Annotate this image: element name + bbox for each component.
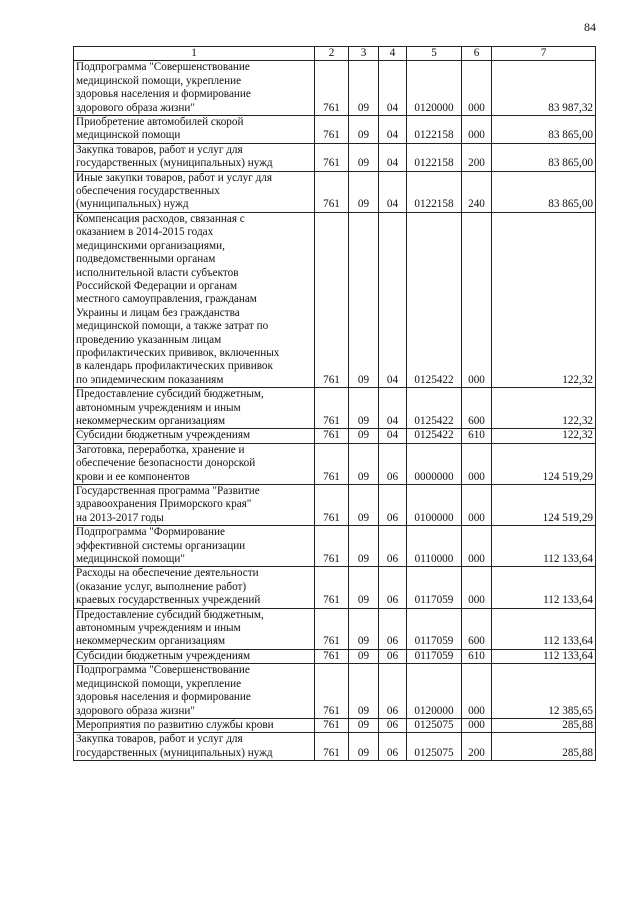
- row-section-code: 09: [349, 429, 379, 443]
- header-col-1: 1: [74, 47, 315, 61]
- table-row: [74, 664, 596, 719]
- row-name: Подпрограмма "Совершенствование медицинской помощи, укрепление здоровья населения и формирование здорового образа жизни": [74, 61, 315, 116]
- row-subsection-code: 06: [379, 664, 407, 719]
- row-target-code: 0120000: [407, 61, 462, 116]
- row-ministry-code: 761: [315, 388, 349, 429]
- row-expense-type-code: 600: [462, 608, 492, 649]
- row-amount: 124 519,29: [492, 443, 596, 484]
- row-section-code: 09: [349, 443, 379, 484]
- row-ministry-code: 761: [315, 143, 349, 171]
- table-row: [74, 116, 596, 144]
- row-target-code: 0125422: [407, 212, 462, 387]
- row-subsection-code: 04: [379, 61, 407, 116]
- row-amount: 83 987,32: [492, 61, 596, 116]
- header-col-3: 3: [349, 47, 379, 61]
- row-expense-type-code: 000: [462, 61, 492, 116]
- row-name: Предоставление субсидий бюджетным, автономным учреждениям и иным некоммерческим организациям: [74, 608, 315, 649]
- row-expense-type-code: 000: [462, 212, 492, 387]
- row-amount: 122,32: [492, 429, 596, 443]
- row-name: Компенсация расходов, связанная с оказанием в 2014-2015 годах медицинскими организациями, подведомственными органам исполнительной власти субъектов Российской Федерации и органам местного самоуправления, гражданам Украины и лицам без гражданства медицинской помощи, а также затрат по проведению указанным лицам профилактических прививок, включенных в календарь профилактических прививок по эпидемическим показаниям: [74, 212, 315, 387]
- header-col-5: 5: [407, 47, 462, 61]
- row-name: Мероприятия по развитию службы крови: [74, 718, 315, 732]
- row-ministry-code: 761: [315, 116, 349, 144]
- row-ministry-code: 761: [315, 608, 349, 649]
- row-name: Закупка товаров, работ и услуг для государственных (муниципальных) нужд: [74, 143, 315, 171]
- row-ministry-code: 761: [315, 567, 349, 608]
- row-subsection-code: 04: [379, 143, 407, 171]
- row-subsection-code: 04: [379, 212, 407, 387]
- row-subsection-code: 04: [379, 116, 407, 144]
- row-section-code: 09: [349, 212, 379, 387]
- row-name: Расходы на обеспечение деятельности (оказание услуг, выполнение работ) краевых государственных учреждений: [74, 567, 315, 608]
- table-row: [74, 649, 596, 663]
- row-section-code: 09: [349, 649, 379, 663]
- row-expense-type-code: 610: [462, 429, 492, 443]
- row-target-code: 0125075: [407, 718, 462, 732]
- row-amount: 124 519,29: [492, 485, 596, 526]
- table-row: [74, 143, 596, 171]
- row-section-code: 09: [349, 485, 379, 526]
- row-target-code: 0117059: [407, 608, 462, 649]
- row-section-code: 09: [349, 664, 379, 719]
- row-name: Предоставление субсидий бюджетным, автономным учреждениям и иным некоммерческим организациям: [74, 388, 315, 429]
- row-target-code: 0117059: [407, 567, 462, 608]
- table-row: [74, 171, 596, 212]
- row-name: Подпрограмма "Формирование эффективной системы организации медицинской помощи": [74, 526, 315, 567]
- header-col-2: 2: [315, 47, 349, 61]
- row-target-code: 0110000: [407, 526, 462, 567]
- table-row: [74, 608, 596, 649]
- row-subsection-code: 06: [379, 718, 407, 732]
- row-expense-type-code: 000: [462, 567, 492, 608]
- row-target-code: 0000000: [407, 443, 462, 484]
- row-ministry-code: 761: [315, 443, 349, 484]
- row-name: Заготовка, переработка, хранение и обеспечение безопасности донорской крови и ее компонентов: [74, 443, 315, 484]
- row-expense-type-code: 000: [462, 718, 492, 732]
- row-ministry-code: 761: [315, 429, 349, 443]
- row-expense-type-code: 000: [462, 116, 492, 144]
- row-amount: 112 133,64: [492, 567, 596, 608]
- row-subsection-code: 04: [379, 171, 407, 212]
- row-amount: 285,88: [492, 718, 596, 732]
- row-section-code: 09: [349, 171, 379, 212]
- row-expense-type-code: 600: [462, 388, 492, 429]
- row-name: Закупка товаров, работ и услуг для государственных (муниципальных) нужд: [74, 733, 315, 761]
- row-amount: 122,32: [492, 388, 596, 429]
- row-amount: 12 385,65: [492, 664, 596, 719]
- row-name: Государственная программа "Развитие здравоохранения Приморского края" на 2013-2017 годы: [74, 485, 315, 526]
- row-amount: 112 133,64: [492, 526, 596, 567]
- table-header-row: [74, 47, 596, 61]
- table-row: [74, 718, 596, 732]
- row-amount: 112 133,64: [492, 608, 596, 649]
- row-section-code: 09: [349, 388, 379, 429]
- header-col-7: 7: [492, 47, 596, 61]
- table-row: [74, 567, 596, 608]
- row-subsection-code: 06: [379, 526, 407, 567]
- row-section-code: 09: [349, 718, 379, 732]
- row-expense-type-code: 000: [462, 664, 492, 719]
- header-col-6: 6: [462, 47, 492, 61]
- row-target-code: 0122158: [407, 116, 462, 144]
- row-ministry-code: 761: [315, 718, 349, 732]
- row-subsection-code: 04: [379, 429, 407, 443]
- table-row: [74, 61, 596, 116]
- row-ministry-code: 761: [315, 664, 349, 719]
- row-amount: 83 865,00: [492, 143, 596, 171]
- table-row: [74, 443, 596, 484]
- row-name: Субсидии бюджетным учреждениям: [74, 429, 315, 443]
- row-expense-type-code: 610: [462, 649, 492, 663]
- row-name: Иные закупки товаров, работ и услуг для обеспечения государственных (муниципальных) нужд: [74, 171, 315, 212]
- table-row: [74, 485, 596, 526]
- row-subsection-code: 06: [379, 608, 407, 649]
- row-subsection-code: 06: [379, 649, 407, 663]
- row-section-code: 09: [349, 116, 379, 144]
- row-amount: 83 865,00: [492, 116, 596, 144]
- table-row: [74, 429, 596, 443]
- row-ministry-code: 761: [315, 212, 349, 387]
- page-number: 84: [584, 20, 596, 34]
- row-name: Субсидии бюджетным учреждениям: [74, 649, 315, 663]
- row-expense-type-code: 200: [462, 143, 492, 171]
- row-name: Подпрограмма "Совершенствование медицинской помощи, укрепление здоровья населения и формирование здорового образа жизни": [74, 664, 315, 719]
- row-expense-type-code: 200: [462, 733, 492, 761]
- row-name: Приобретение автомобилей скорой медицинской помощи: [74, 116, 315, 144]
- row-target-code: 0117059: [407, 649, 462, 663]
- row-subsection-code: 06: [379, 443, 407, 484]
- row-expense-type-code: 000: [462, 526, 492, 567]
- row-subsection-code: 04: [379, 388, 407, 429]
- row-subsection-code: 06: [379, 567, 407, 608]
- row-target-code: 0125422: [407, 429, 462, 443]
- row-section-code: 09: [349, 526, 379, 567]
- row-expense-type-code: 000: [462, 443, 492, 484]
- row-ministry-code: 761: [315, 485, 349, 526]
- row-target-code: 0120000: [407, 664, 462, 719]
- table-row: [74, 212, 596, 387]
- row-target-code: 0125422: [407, 388, 462, 429]
- row-ministry-code: 761: [315, 171, 349, 212]
- budget-table: [73, 46, 596, 761]
- row-ministry-code: 761: [315, 649, 349, 663]
- row-amount: 285,88: [492, 733, 596, 761]
- row-expense-type-code: 000: [462, 485, 492, 526]
- row-target-code: 0122158: [407, 171, 462, 212]
- table-row: [74, 388, 596, 429]
- row-section-code: 09: [349, 608, 379, 649]
- row-section-code: 09: [349, 61, 379, 116]
- table-row: [74, 733, 596, 761]
- row-subsection-code: 06: [379, 733, 407, 761]
- row-amount: 83 865,00: [492, 171, 596, 212]
- table-row: [74, 526, 596, 567]
- row-expense-type-code: 240: [462, 171, 492, 212]
- row-subsection-code: 06: [379, 485, 407, 526]
- row-ministry-code: 761: [315, 526, 349, 567]
- row-amount: 122,32: [492, 212, 596, 387]
- header-col-4: 4: [379, 47, 407, 61]
- row-section-code: 09: [349, 733, 379, 761]
- row-amount: 112 133,64: [492, 649, 596, 663]
- row-target-code: 0122158: [407, 143, 462, 171]
- row-target-code: 0100000: [407, 485, 462, 526]
- row-ministry-code: 761: [315, 61, 349, 116]
- row-target-code: 0125075: [407, 733, 462, 761]
- row-section-code: 09: [349, 567, 379, 608]
- row-ministry-code: 761: [315, 733, 349, 761]
- row-section-code: 09: [349, 143, 379, 171]
